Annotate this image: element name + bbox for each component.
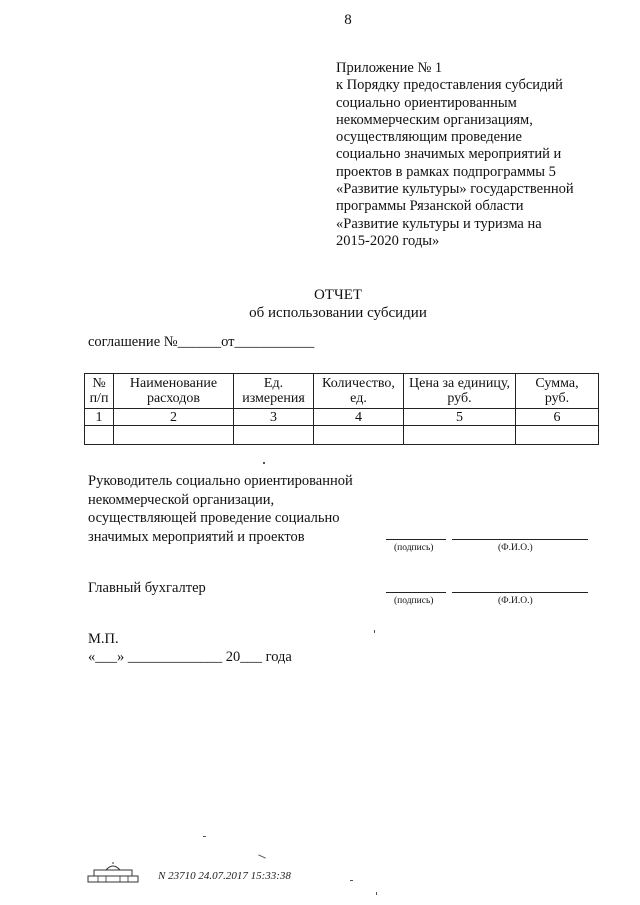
table-header-row xyxy=(85,374,599,409)
seal-date-block xyxy=(88,630,292,666)
header-cell: № п/п xyxy=(85,374,114,409)
appendix-line: социально ориентированным xyxy=(336,94,517,111)
number-cell: 1 xyxy=(85,409,114,426)
date-line: «___» _____________ 20___ года xyxy=(88,649,292,665)
number-cell: 3 xyxy=(234,409,314,426)
chief-accountant-label: Главный бухгалтер xyxy=(88,580,206,596)
header-cell: Сумма, руб. xyxy=(516,374,599,409)
building-logo-icon xyxy=(84,862,142,884)
empty-cell xyxy=(114,426,234,445)
report-subtitle: об использовании субсидии xyxy=(249,305,427,321)
accountant-signature-line xyxy=(386,592,446,593)
scan-speck xyxy=(258,854,266,858)
header-cell: Ед. измерения xyxy=(234,374,314,409)
head-name-line xyxy=(452,539,588,540)
appendix-line: «Развитие культуры и туризма на xyxy=(336,215,542,232)
signer-line: значимых мероприятий и проектов xyxy=(88,528,305,545)
number-cell: 2 xyxy=(114,409,234,426)
appendix-line: к Порядку предоставления субсидий xyxy=(336,77,563,94)
signer-line: Руководитель социально ориентированной xyxy=(88,473,353,489)
registration-stamp: N 23710 24.07.2017 15:33:38 xyxy=(158,870,291,882)
accountant-name-line xyxy=(452,592,588,593)
appendix-line: некоммерческим организациям, xyxy=(336,111,533,128)
empty-cell xyxy=(314,426,404,445)
report-title: ОТЧЕТ xyxy=(313,287,363,303)
appendix-header xyxy=(336,60,616,250)
signer-line: некоммерческой организации, xyxy=(88,491,275,508)
head-name-caption: (Ф.И.О.) xyxy=(498,543,533,553)
page-number: 8 xyxy=(344,12,352,28)
scan-speck xyxy=(263,462,265,464)
header-cell: Количество, ед. xyxy=(314,374,404,409)
head-signature-caption: (подпись) xyxy=(394,543,434,553)
scan-speck xyxy=(376,892,377,895)
number-cell: 5 xyxy=(404,409,516,426)
empty-cell xyxy=(234,426,314,445)
scan-speck xyxy=(203,836,206,837)
table-number-row xyxy=(85,409,599,426)
appendix-line: социально значимых мероприятий и xyxy=(336,146,562,163)
head-signature-line xyxy=(386,539,446,540)
appendix-line: осуществляющим проведение xyxy=(336,129,522,146)
empty-cell xyxy=(85,426,114,445)
appendix-line: проектов в рамках подпрограммы 5 xyxy=(336,163,556,180)
appendix-line: «Развитие культуры» государственной xyxy=(336,181,574,198)
header-cell: Цена за единицу, руб. xyxy=(404,374,516,409)
agreement-line: соглашение №______от___________ xyxy=(88,334,315,350)
signer-block xyxy=(88,472,353,546)
accountant-signature-caption: (подпись) xyxy=(394,596,434,606)
empty-cell xyxy=(516,426,599,445)
accountant-name-caption: (Ф.И.О.) xyxy=(498,596,533,606)
appendix-line: Приложение № 1 xyxy=(336,60,443,76)
appendix-line: программы Рязанской области xyxy=(336,198,524,215)
seal-label: М.П. xyxy=(88,631,119,647)
number-cell: 6 xyxy=(516,409,599,426)
scan-speck xyxy=(350,880,353,881)
number-cell: 4 xyxy=(314,409,404,426)
appendix-line: 2015-2020 годы» xyxy=(336,232,440,249)
report-title-block xyxy=(0,286,640,322)
table-empty-row xyxy=(85,426,599,445)
report-table xyxy=(84,373,599,445)
header-cell: Наименование расходов xyxy=(114,374,234,409)
scan-speck xyxy=(374,630,375,633)
signer-line: осуществляющей проведение социально xyxy=(88,510,340,526)
empty-cell xyxy=(404,426,516,445)
